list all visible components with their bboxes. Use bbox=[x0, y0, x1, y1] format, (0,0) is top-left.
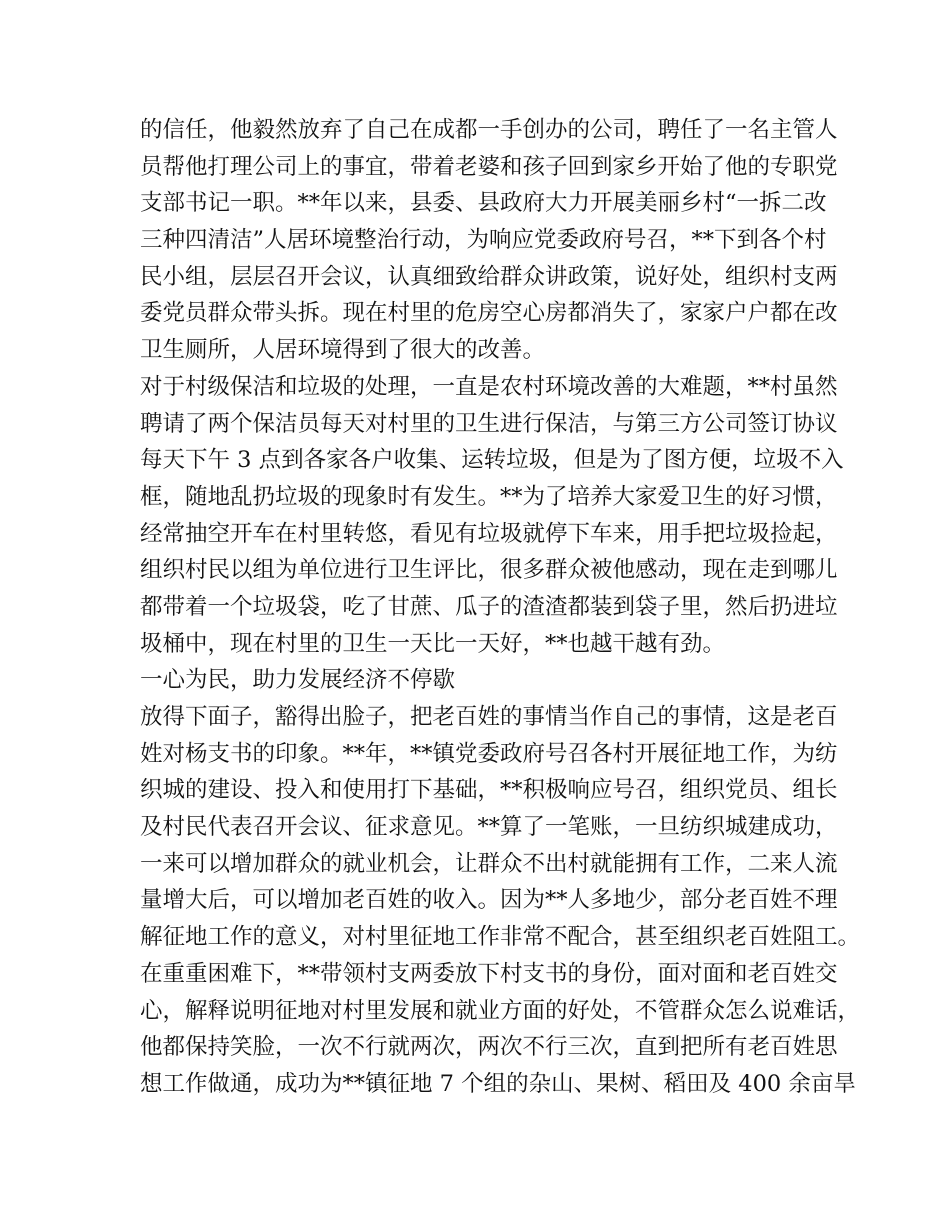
text-line: 放得下面子，豁得出脸子，把老百姓的事情当作自己的事情，这是老百 bbox=[140, 704, 838, 730]
text-line: 心，解释说明征地对村里发展和就业方面的好处，不管群众怎么说难话， bbox=[140, 997, 861, 1024]
text-line: 民小组，层层召开会议，认真细致给群众讲政策，说好处，组织村支两 bbox=[140, 263, 838, 290]
text-line: 员帮他打理公司上的事宜，带着老婆和孩子回到家乡开始了他的专职党 bbox=[140, 153, 838, 180]
text-line: 组织村民以组为单位进行卫生评比，很多群众被他感动，现在走到哪儿 bbox=[140, 557, 838, 584]
text-line: 在重重困难下，**带领村支两委放下村支书的身份，面对面和老百姓交 bbox=[140, 960, 838, 987]
text-line: 经常抽空开车在村里转悠，看见有垃圾就停下车来，用手把垃圾捡起， bbox=[140, 520, 838, 547]
text-line: 聘请了两个保洁员每天对村里的卫生进行保洁，与第三方公司签订协议 bbox=[140, 410, 838, 437]
text-line: 想工作做通，成功为**镇征地 7 个组的杂山、果树、稻田及 400 余亩旱 bbox=[140, 1070, 856, 1097]
text-line: 圾桶中，现在村里的卫生一天比一天好，**也越干越有劲。 bbox=[140, 630, 726, 657]
text-line: 一来可以增加群众的就业机会，让群众不出村就能拥有工作，二来人流 bbox=[140, 850, 838, 877]
text-line: 三种四清洁”人居环境整治行动，为响应党委政府号召，**下到各个村 bbox=[140, 227, 827, 254]
section-heading: 一心为民，助力发展经济不停歇 bbox=[140, 667, 456, 694]
text-line: 委党员群众带头拆。现在村里的危房空心房都消失了，家家户户都在改 bbox=[140, 300, 838, 327]
text-line: 对于村级保洁和垃圾的处理，一直是农村环境改善的大难题，**村虽然 bbox=[140, 373, 838, 400]
text-line: 框，随地乱扔垃圾的现象时有发生。**为了培养大家爱卫生的好习惯， bbox=[140, 483, 838, 510]
text-line: 姓对杨支书的印象。**年，**镇党委政府号召各村开展征地工作，为纺 bbox=[140, 740, 838, 767]
text-line: 每天下午 3 点到各家各户收集、运转垃圾，但是为了图方便，垃圾不入 bbox=[140, 447, 844, 474]
text-line: 及村民代表召开会议、征求意见。**算了一笔账，一旦纺织城建成功， bbox=[140, 814, 838, 841]
body-text bbox=[140, 112, 861, 1103]
text-line: 量增大后，可以增加老百姓的收入。因为**人多地少，部分老百姓不理 bbox=[140, 887, 838, 914]
text-line: 都带着一个垃圾袋，吃了甘蔗、瓜子的渣渣都装到袋子里，然后扔进垃 bbox=[140, 593, 838, 620]
text-line: 卫生厕所，人居环境得到了很大的改善。 bbox=[140, 337, 546, 364]
text-line: 的信任，他毅然放弃了自己在成都一手创办的公司，聘任了一名主管人 bbox=[140, 117, 838, 143]
text-line: 支部书记一职。**年以来，县委、县政府大力开展美丽乡村“一拆二改 bbox=[140, 190, 827, 217]
text-line: 解征地工作的意义，对村里征地工作非常不配合，甚至组织老百姓阻工。 bbox=[140, 924, 861, 951]
text-line: 他都保持笑脸，一次不行就两次，两次不行三次，直到把所有老百姓思 bbox=[140, 1034, 838, 1061]
text-line: 织城的建设、投入和使用打下基础，**积极响应号召，组织党员、组长 bbox=[140, 777, 838, 804]
